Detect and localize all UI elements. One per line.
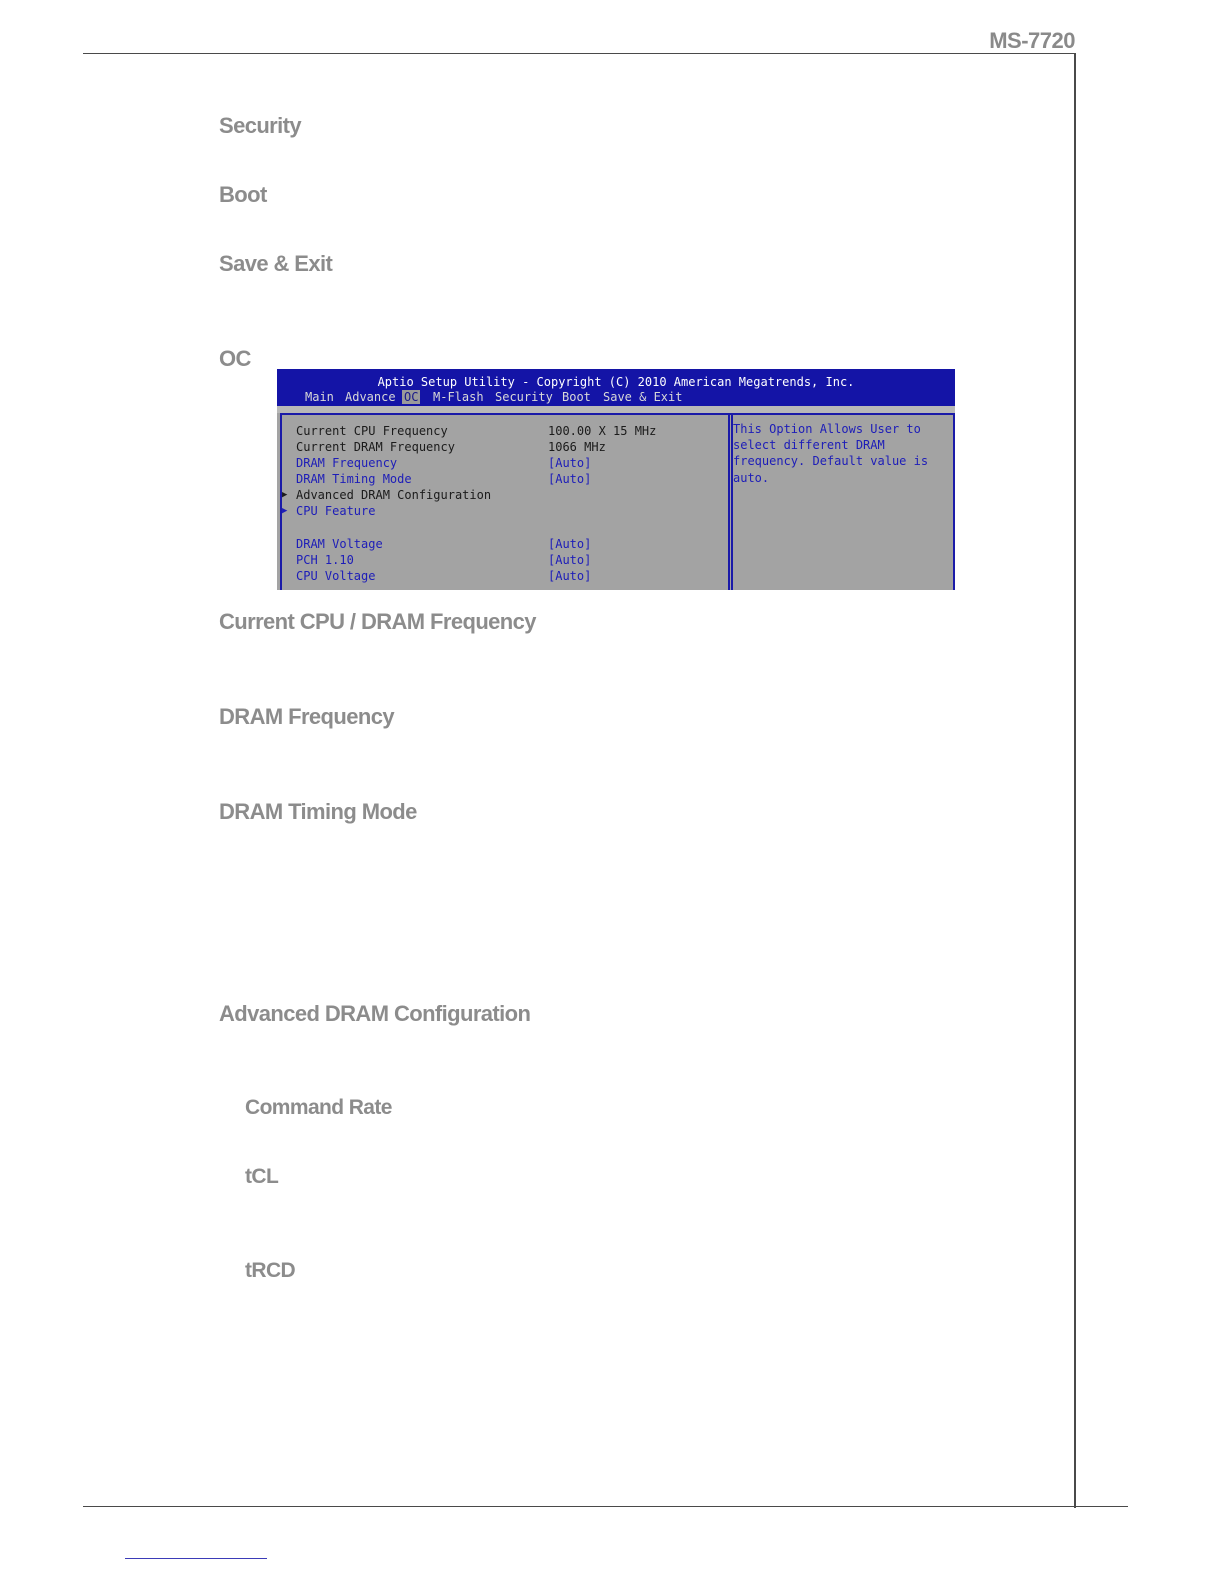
bios-item-label: PCH 1.10 (296, 553, 354, 567)
heading-current-frequency: Current CPU / DRAM Frequency (219, 609, 536, 634)
bios-help-text: This Option Allows User to select different DRAM frequency. Default value is auto. (733, 422, 929, 485)
bios-item-value[interactable]: [Auto] (548, 553, 592, 567)
bios-tab-oc[interactable]: OC (404, 390, 419, 404)
bios-tab-save-exit[interactable]: Save & Exit (603, 390, 683, 404)
bios-item-value: 1066 MHz (548, 440, 606, 454)
bios-item-value[interactable]: [Auto] (548, 537, 592, 551)
bios-tab-boot[interactable]: Boot (562, 390, 591, 404)
footer-rule (83, 1506, 1128, 1507)
bios-title: Aptio Setup Utility - Copyright (C) 2010 American Megatrends, Inc. (377, 375, 855, 389)
heading-security: Security (219, 113, 302, 138)
bios-item-label: Current DRAM Frequency (296, 440, 455, 454)
bios-item-label: Advanced DRAM Configuration (296, 488, 492, 502)
bios-tab-mflash[interactable]: M-Flash (433, 390, 484, 404)
bios-item-label: CPU Voltage (296, 569, 376, 583)
submenu-arrow-icon: ▶ (282, 506, 288, 516)
bios-tab-main[interactable]: Main (305, 390, 334, 404)
heading-command-rate: Command Rate (245, 1096, 392, 1119)
footer-link-underline (125, 1558, 267, 1559)
heading-save-exit: Save & Exit (219, 251, 333, 276)
bios-item-label: DRAM Frequency (296, 456, 398, 470)
bios-settings-panel (280, 413, 733, 590)
heading-trcd: tRCD (245, 1259, 296, 1282)
bios-item-value[interactable]: [Auto] (548, 569, 592, 583)
bios-item-label: DRAM Voltage (296, 537, 383, 551)
bios-item-label: CPU Feature (296, 504, 376, 518)
bios-item-value[interactable]: [Auto] (548, 472, 592, 486)
bios-item-value: 100.00 X 15 MHz (548, 424, 657, 438)
bios-tab-advance[interactable]: Advance (345, 390, 396, 404)
heading-oc: OC (219, 346, 251, 371)
bios-screenshot (277, 369, 955, 590)
heading-dram-frequency: DRAM Frequency (219, 704, 394, 729)
heading-boot: Boot (219, 182, 267, 207)
bios-item-label: DRAM Timing Mode (296, 472, 412, 486)
bios-tab-security[interactable]: Security (495, 390, 553, 404)
heading-advanced-dram-config: Advanced DRAM Configuration (219, 1001, 531, 1026)
heading-dram-timing-mode: DRAM Timing Mode (219, 799, 417, 824)
page-margin-rule (1074, 53, 1076, 1508)
bios-item-label: Current CPU Frequency (296, 424, 448, 438)
bios-separator (277, 406, 955, 413)
heading-tcl: tCL (245, 1165, 279, 1188)
bios-help-panel (728, 413, 955, 590)
bios-item-value[interactable]: [Auto] (548, 456, 592, 470)
submenu-arrow-icon: ▶ (282, 490, 288, 500)
model-number: MS-7720 (989, 28, 1075, 53)
header-rule (83, 53, 1076, 54)
bios-title-bar (277, 369, 955, 406)
